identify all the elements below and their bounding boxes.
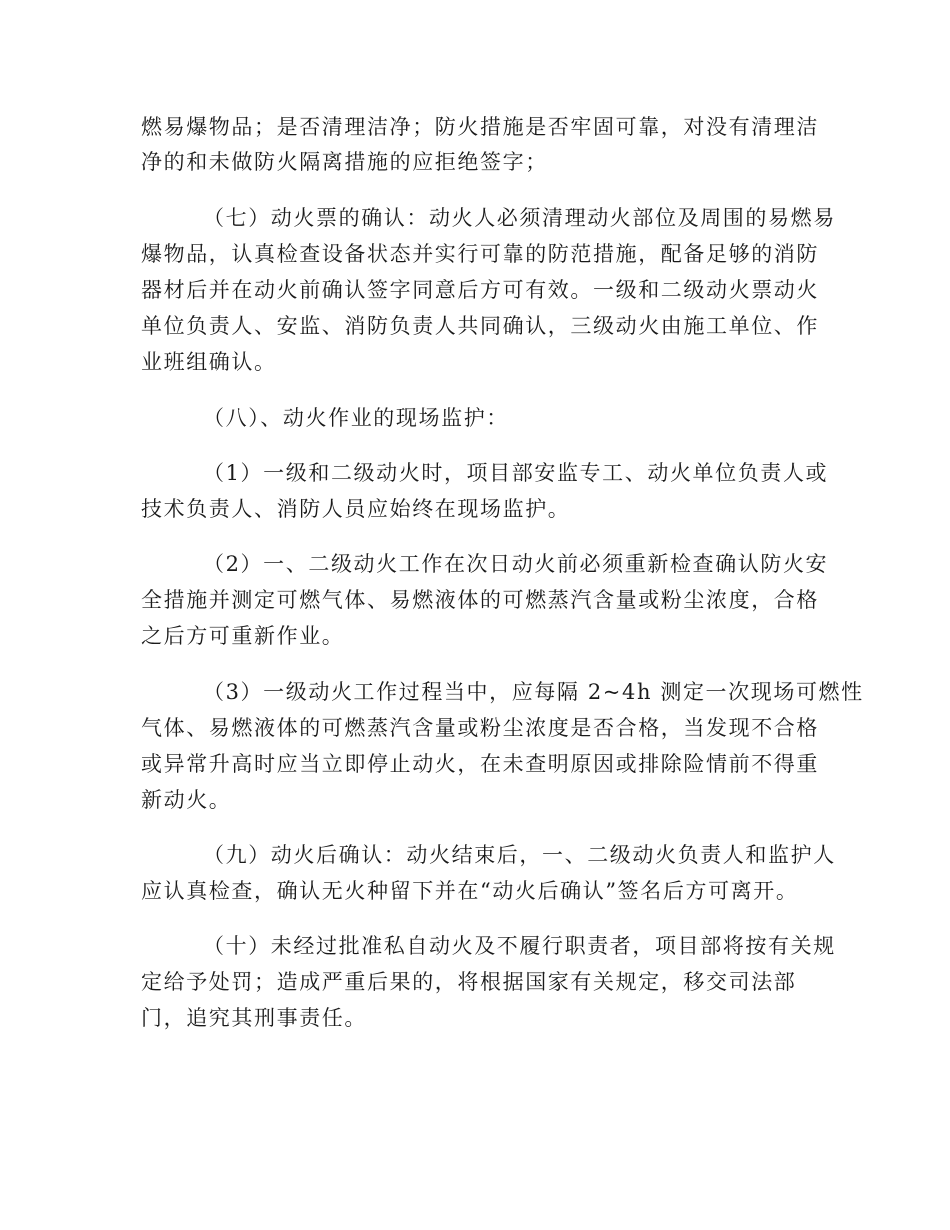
text-line: 之后方可重新作业。 xyxy=(141,624,345,648)
text-line: 净的和未做防火隔离措施的应拒绝签字； xyxy=(141,150,548,174)
text-line: 技术负责人、消防人员应始终在现场监护。 xyxy=(141,497,571,521)
text-line: 门，追究其刑事责任。 xyxy=(141,1006,367,1030)
text-line: 全措施并测定可燃气体、易燃液体的可燃蒸汽含量或粉尘浓度，合格 xyxy=(141,588,819,612)
item-2-first-line: （2）一、二级动火工作在次日动火前必须重新检查确认防火安 xyxy=(203,552,829,576)
section-8-heading: （八）、动火作业的现场监护： xyxy=(203,406,509,430)
text-line: 或异常升高时应当立即停止动火，在未查明原因或排除险情前不得重 xyxy=(141,752,819,776)
text-line: 单位负责人、安监、消防负责人共同确认，三级动火由施工单位、作 xyxy=(141,314,819,338)
paragraph-7-first-line: （七）动火票的确认：动火人必须清理动火部位及周围的易燃易 xyxy=(203,206,836,230)
text-line: 定给予处罚；造成严重后果的，将根据国家有关规定，移交司法部 xyxy=(141,970,797,994)
text-line: 应认真检查，确认无火种留下并在“动火后确认”签名后方可离开。 xyxy=(141,879,799,903)
item-3-first-line: （3）一级动火工作过程当中，应每隔 2~4h 测定一次现场可燃性 xyxy=(203,680,864,704)
text-line: 气体、易燃液体的可燃蒸汽含量或粉尘浓度是否合格，当发现不合格 xyxy=(141,716,819,740)
text-line: 新动火。 xyxy=(141,788,232,812)
text-line: 业班组确认。 xyxy=(141,350,277,374)
text-line: 爆物品，认真检查设备状态并实行可靠的防范措施，配备足够的消防 xyxy=(141,242,819,266)
paragraph-10-first-line: （十）未经过批准私自动火及不履行职责者，项目部将按有关规 xyxy=(203,934,836,958)
item-1-first-line: （1）一级和二级动火时，项目部安监专工、动火单位负责人或 xyxy=(203,461,829,485)
text-line: 燃易爆物品；是否清理洁净；防火措施是否牢固可靠，对没有清理洁 xyxy=(141,115,819,139)
text-line: 器材后并在动火前确认签字同意后方可有效。一级和二级动火票动火 xyxy=(141,278,819,302)
paragraph-9-first-line: （九）动火后确认：动火结束后，一、二级动火负责人和监护人 xyxy=(203,843,836,867)
